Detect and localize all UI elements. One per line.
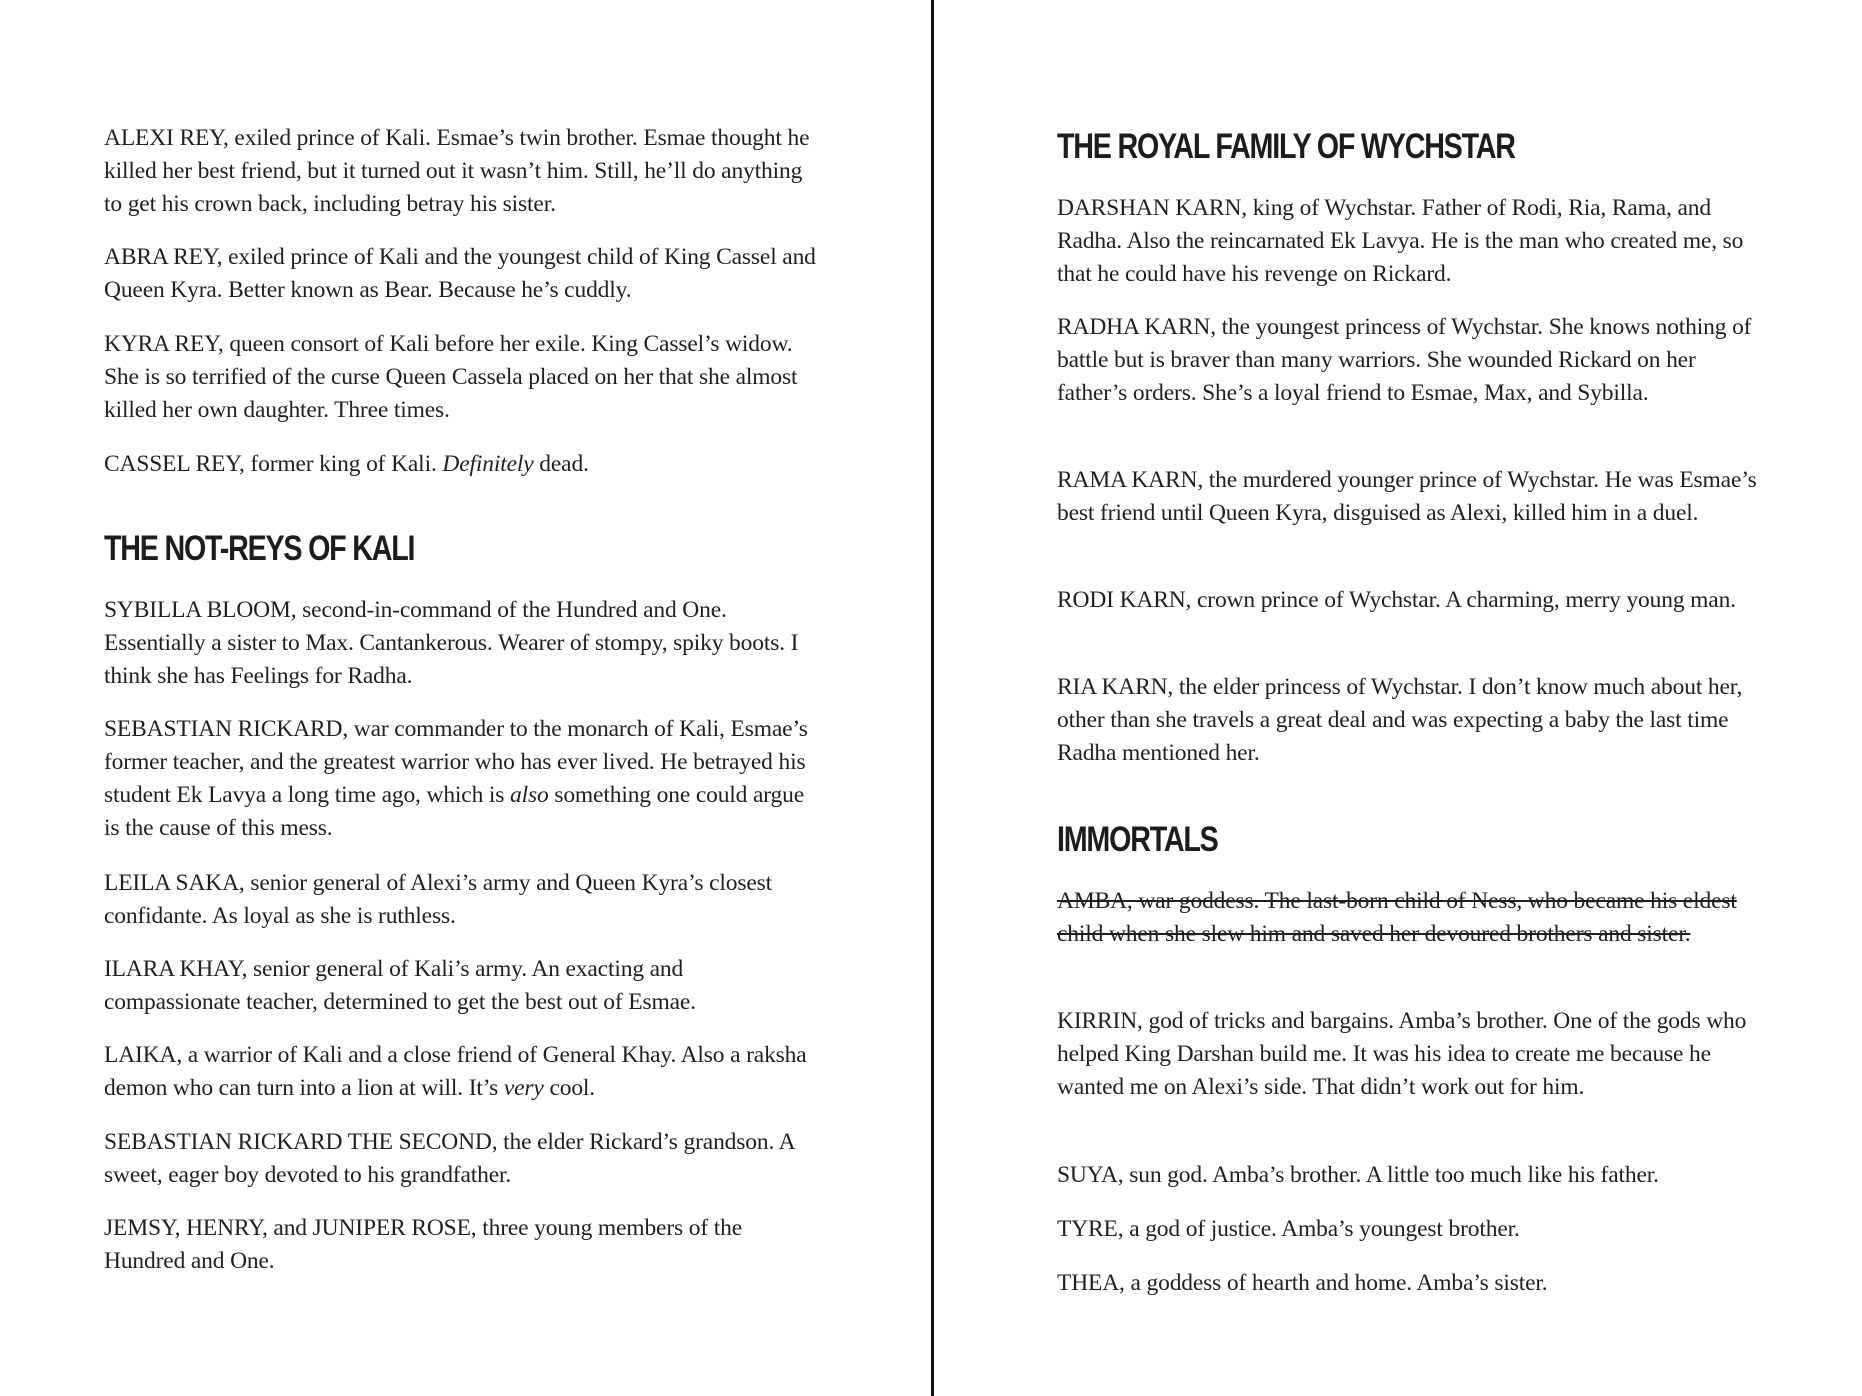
character-entry-ria-karn: RIA KARN, the elder princess of Wychstar. I don’t know much about her, other than she travels a great deal and was expecting a baby the last time Radha mentioned her.	[1057, 674, 1743, 766]
character-entry-laika	[104, 1039, 824, 1105]
character-entry-jemsy-henry-juniper: JEMSY, HENRY, and JUNIPER ROSE, three young members of the Hundred and One.	[104, 1215, 742, 1274]
character-entry-sybilla-bloom: SYBILLA BLOOM, second-in-command of the Hundred and One. Essentially a sister to Max. Cantankerous. Wearer of stompy, spiky boots. I think she has Feelings for Radha.	[104, 597, 799, 689]
entry-text: something one could argue is the cause of this mess.	[104, 782, 805, 841]
character-entry-ilara-khay: ILARA KHAY, senior general of Kali’s army. An exacting and compassionate teacher, determined to get the best out of Esmae.	[104, 956, 696, 1015]
section-heading-immortals: IMMORTALS	[1057, 820, 1218, 859]
character-entry-tyre: TYRE, a god of justice. Amba’s youngest brother.	[1057, 1216, 1520, 1242]
character-entry-suya: SUYA, sun god. Amba’s brother. A little too much like his father.	[1057, 1162, 1659, 1188]
section-heading-royal-family: THE ROYAL FAMILY OF WYCHSTAR	[1057, 127, 1515, 166]
character-entry-thea: THEA, a goddess of hearth and home. Amba’s sister.	[1057, 1270, 1548, 1296]
page-divider	[931, 0, 934, 1396]
character-entry-kirrin: KIRRIN, god of tricks and bargains. Amba’s brother. One of the gods who helped King Darshan build me. It was his idea to create me because he wanted me on Alexi’s side. That didn’t work out for him.	[1057, 1008, 1747, 1100]
entry-text: cool.	[543, 1075, 596, 1101]
character-entry-leila-saka: LEILA SAKA, senior general of Alexi’s army and Queen Kyra’s closest confidante. As loyal as she is ruthless.	[104, 870, 773, 929]
entry-text: SEBASTIAN RICKARD, war commander to the monarch of Kali, Esmae’s former teacher, and the greatest warrior who has ever lived. He betrayed his student Ek Lavya a long time ago, which is	[104, 716, 808, 808]
character-entry-rama-karn: RAMA KARN, the murdered younger prince of Wychstar. He was Esmae’s best friend until Queen Kyra, disguised as Alexi, killed him in a duel.	[1057, 467, 1757, 526]
character-entry-rodi-karn: RODI KARN, crown prince of Wychstar. A charming, merry young man.	[1057, 587, 1736, 613]
entry-text: CASSEL REY, former king of Kali.	[104, 451, 443, 477]
character-entry-amba-struck: AMBA, war goddess. The last-born child of Ness, who became his eldest child when she slew him and saved her devoured brothers and sister.	[1057, 888, 1737, 947]
emphasis-text: very	[503, 1075, 544, 1101]
section-heading-not-reys: THE NOT-REYS OF KALI	[104, 529, 415, 568]
character-entry-alexi-rey: ALEXI REY, exiled prince of Kali. Esmae’s twin brother. Esmae thought he killed her best friend, but it turned out it wasn’t him. Still, he’ll do anything to get his crown back, including betray his sister.	[104, 125, 810, 217]
character-entry-sebastian-rickard	[104, 713, 824, 845]
character-entry-cassel-rey	[104, 448, 824, 481]
emphasis-text: Definitely	[442, 451, 534, 477]
emphasis-text: also	[510, 782, 549, 808]
character-entry-abra-rey: ABRA REY, exiled prince of Kali and the youngest child of King Cassel and Queen Kyra. Better known as Bear. Because he’s cuddly.	[104, 244, 816, 303]
character-entry-radha-karn: RADHA KARN, the youngest princess of Wychstar. She knows nothing of battle but is braver than many warriors. She wounded Rickard on her father’s orders. She’s a loyal friend to Esmae, Max, and Sybilla.	[1057, 314, 1752, 406]
character-entry-darshan-karn: DARSHAN KARN, king of Wychstar. Father of Rodi, Ria, Rama, and Radha. Also the reincarnated Ek Lavya. He is the man who created me, so that he could have his revenge on Rickard.	[1057, 195, 1744, 287]
entry-text: dead.	[533, 451, 589, 477]
character-entry-kyra-rey: KYRA REY, queen consort of Kali before her exile. King Cassel’s widow. She is so terrified of the curse Queen Cassela placed on her that she almost killed her own daughter. Three times.	[104, 331, 798, 423]
character-entry-sebastian-rickard-second: SEBASTIAN RICKARD THE SECOND, the elder Rickard’s grandson. A sweet, eager boy devoted to his grandfather.	[104, 1129, 795, 1188]
entry-text: LAIKA, a warrior of Kali and a close friend of General Khay. Also a raksha demon who can turn into a lion at will. It’s	[104, 1042, 807, 1101]
right-page	[935, 0, 1862, 1396]
